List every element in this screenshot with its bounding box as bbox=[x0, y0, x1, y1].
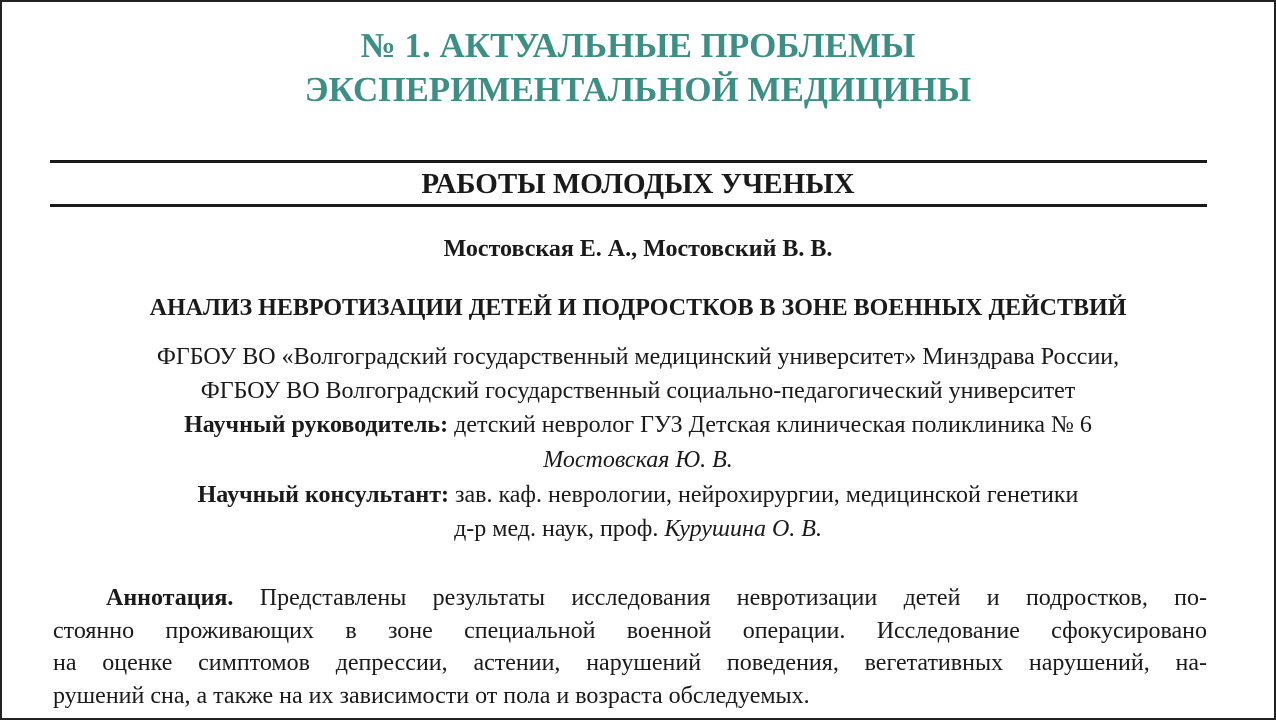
consultant-line bbox=[2, 480, 1274, 510]
section-title: РАБОТЫ МОЛОДЫХ УЧЕНЫХ bbox=[421, 168, 855, 200]
affiliation-line-2: ФГБОУ ВО Волгоградский государственный социально-педагогический университет bbox=[200, 378, 1076, 404]
consultant-text: зав. каф. неврологии, нейрохирургии, медицинской генетики bbox=[455, 482, 1079, 508]
abstract-line-3: на оценке симптомов депрессии, астении, нарушений поведения, вегетативных нарушений, на- bbox=[53, 650, 1207, 677]
chapter-heading-line-2: ЭКСПЕРИМЕНТАЛЬНОЙ МЕДИЦИНЫ bbox=[304, 70, 972, 109]
abstract-label: Аннотация. bbox=[106, 585, 234, 611]
section-rule-bottom bbox=[50, 204, 1207, 207]
consultant-label: Научный консультант: bbox=[197, 482, 450, 508]
consultant-degree: д-р мед. наук, проф. bbox=[454, 516, 659, 542]
section-rule-top bbox=[50, 160, 1207, 163]
abstract-line-1 bbox=[53, 582, 1207, 615]
paper-title: АНАЛИЗ НЕВРОТИЗАЦИИ ДЕТЕЙ И ПОДРОСТКОВ В ЗОНЕ ВОЕННЫХ ДЕЙСТВИЙ bbox=[149, 295, 1127, 321]
supervisor-name-line bbox=[2, 445, 1274, 475]
chapter-heading-line-1: № 1. АКТУАЛЬНЫЕ ПРОБЛЕМЫ bbox=[360, 26, 916, 65]
consultant-name-line bbox=[2, 514, 1274, 544]
affiliation-line-1: ФГБОУ ВО «Волгоградский государственный медицинский университет» Минздрава России, bbox=[156, 344, 1120, 370]
abstract-paragraph bbox=[53, 582, 1207, 712]
abstract-text-1: Представлены результаты исследования невротизации детей и подростков, по- bbox=[259, 585, 1207, 611]
supervisor-name: Мостовская Ю. В. bbox=[543, 447, 733, 473]
consultant-name: Курушина О. В. bbox=[664, 516, 822, 542]
supervisor-label: Научный руководитель: bbox=[184, 412, 449, 438]
paper-authors: Мостовская Е. А., Мостовский В. В. bbox=[443, 236, 833, 262]
supervisor-line bbox=[2, 410, 1274, 440]
abstract-line-4: рушений сна, а также на их зависимости от пола и возраста обследуемых. bbox=[53, 682, 810, 709]
abstract-line-2: стоянно проживающих в зоне специальной военной операции. Исследование сфокусировано bbox=[53, 617, 1207, 644]
supervisor-text: детский невролог ГУЗ Детская клиническая поликлиника № 6 bbox=[454, 412, 1092, 438]
